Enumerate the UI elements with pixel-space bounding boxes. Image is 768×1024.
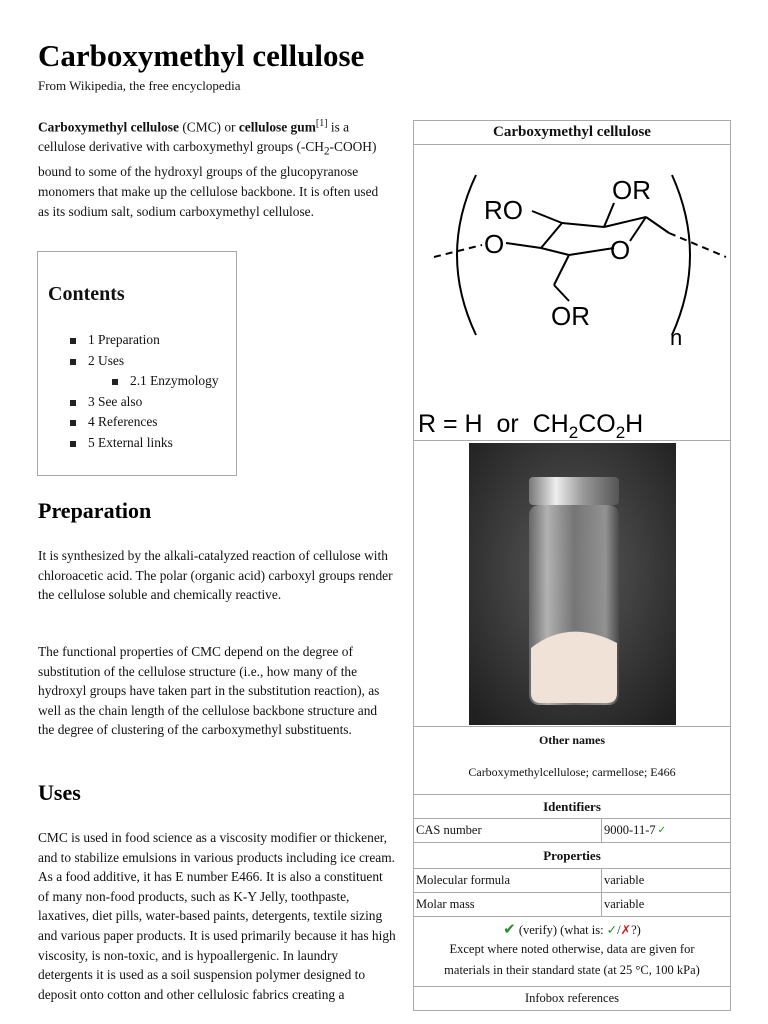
lead-text-2: is a cellulose derivative with carboxymethyl groups (-CH [38, 119, 350, 155]
verify-note-cell [414, 917, 730, 987]
lead-subscript: 2 [323, 146, 330, 159]
ring-bond [541, 248, 569, 255]
infobox-caption: Carboxymethyl cellulose [414, 121, 730, 145]
glycosidic-bond [646, 217, 669, 233]
lead-text-3: -COOH) bound to some of the hydroxyl groups of the glucopyranose monomers that make up the cellulose backbone. It is often used as its sodium salt, sodium carboxymethyl cellulose. [38, 139, 379, 220]
molar-mass-label: Molar mass [416, 897, 475, 911]
ring-bond [569, 248, 614, 255]
toc-item-preparation[interactable]: 1 Preparation [48, 330, 219, 351]
right-chain-bond [669, 233, 726, 257]
molecular-formula-value: variable [601, 869, 730, 892]
preparation-paragraph-2: The functional properties of CMC depend on the degree of substitution of the cellulose structure (i.e., how many of the hydroxyl groups have taken part in the substitution reaction), as well as the chain length of the cellulose backbone structure and the degree of clustering of the carboxymethyl substituents. [38, 644, 380, 738]
ring-bond [541, 223, 562, 248]
verified-check-icon: ✓ [657, 825, 667, 836]
page-title: Carboxymethyl cellulose [38, 38, 365, 73]
toc-item-enzymology[interactable]: 2.1 Enzymology [48, 371, 219, 392]
ro-bond [532, 211, 562, 223]
formula-subscript: 2 [615, 423, 626, 441]
toc-item-see-also[interactable]: 3 See also [48, 392, 219, 413]
slash: / [617, 923, 621, 937]
standard-state-note-2: materials in their standard state (at 25 °C, 100 kPa) [444, 963, 700, 977]
or-top-label: OR [612, 175, 651, 205]
table-of-contents [37, 251, 237, 476]
lead-paragraph [38, 114, 390, 222]
or-bottom-label: OR [551, 301, 590, 331]
repeat-n-label: n [670, 325, 683, 350]
section-heading-uses: Uses [38, 780, 81, 805]
infobox-references-link[interactable]: Infobox references [524, 991, 620, 1005]
toc-title: Contents [48, 283, 125, 305]
citation-link[interactable]: [1] [315, 118, 328, 129]
or-top-bond [604, 203, 614, 227]
cross-icon: ✗ [620, 923, 632, 937]
standard-state-note-1: Except where noted otherwise, data are given for [449, 942, 695, 956]
verify-end: ?) [631, 923, 641, 937]
cas-row [414, 819, 730, 843]
tagline: From Wikipedia, the free encyclopedia [38, 78, 241, 93]
o-ring-label: O [610, 235, 631, 265]
formula-prefix: R = H or CH [418, 410, 569, 438]
formula-suffix: H [625, 410, 644, 438]
toc-item-external-links[interactable]: 5 External links [48, 433, 219, 454]
lead-text-1: (CMC) or [178, 119, 239, 135]
section-heading-preparation: Preparation [38, 498, 152, 523]
cas-value[interactable]: 9000-11-7 [604, 823, 656, 837]
structural-formula[interactable] [414, 145, 730, 441]
o-left-label: O [484, 229, 505, 259]
formula-subscript: 2 [568, 423, 579, 441]
toc-item-uses[interactable]: 2 Uses [48, 351, 219, 372]
lead-bold-term-2: cellulose gum [238, 119, 316, 135]
verified-check-icon: ✔ [503, 922, 516, 938]
ch2-bond [554, 285, 569, 301]
formula-mid: CO [578, 410, 616, 438]
cas-label: CAS number [416, 823, 482, 837]
molecular-formula-row [414, 869, 730, 893]
preparation-paragraph-1: It is synthesized by the alkali-catalyzed reaction of cellulose with chloroacetic acid. The polar (organic acid) carboxyl groups render the cellulose soluble and chemically reactive. [38, 548, 393, 603]
powder-sample [531, 632, 617, 703]
ring-bond [506, 243, 541, 248]
properties-header: Properties [414, 843, 730, 869]
identifiers-header: Identifiers [414, 795, 730, 819]
other-names-label: Other names [538, 733, 606, 747]
cas-value-cell [601, 819, 730, 842]
check-icon: ✓ [606, 923, 618, 937]
ring-bond [562, 223, 604, 227]
sample-jar-photo[interactable] [469, 443, 676, 725]
other-names-value: Carboxymethylcellulose; carmellose; E466 [468, 765, 676, 779]
structure-diagram-cell [414, 145, 730, 441]
jar-cap [529, 477, 619, 505]
left-parenthesis [457, 175, 476, 335]
right-parenthesis [672, 175, 690, 335]
ch2-bond [554, 255, 569, 285]
molecular-formula-label: Molecular formula [416, 873, 511, 887]
verify-line [414, 920, 730, 939]
uses-paragraph-1: CMC is used in food science as a viscosity modifier or thickener, and to stabilize emulsions in various products including ice cream. As a food additive, it has E number E466. It is also a constituent of many non-food products, such as K-Y Jelly, toothpaste, laxatives, diet pills, water-based paints, detergents, textile sizing and various paper products. It is used primarily because it has high viscosity, is non-toxic, and is hypoallergenic. In laundry detergents it is used as a soil suspension polymer designed to deposit onto cotton and other cellulosic fabrics creating a [38, 830, 396, 1002]
other-names-cell [414, 727, 730, 795]
photo-cell [414, 441, 730, 727]
molar-mass-row [414, 893, 730, 917]
toc-item-references[interactable]: 4 References [48, 412, 219, 433]
verify-link[interactable]: (verify) (what is: [515, 923, 607, 937]
ro-label: RO [484, 195, 523, 225]
infobox [413, 120, 731, 1011]
r-group-formula [418, 410, 643, 441]
molar-mass-value: variable [601, 893, 730, 916]
lead-bold-term: Carboxymethyl cellulose [38, 119, 179, 135]
